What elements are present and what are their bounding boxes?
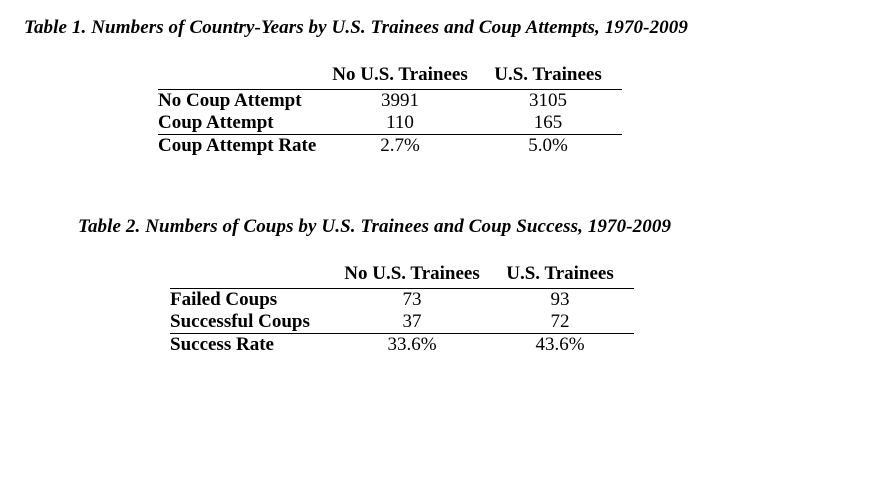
table-1-row-2-value-1: 5.0%	[528, 135, 568, 156]
table-1-row-2-label: Coup Attempt Rate	[158, 135, 317, 156]
table-1-row-2-value-0: 2.7%	[380, 135, 420, 156]
table-row	[158, 135, 622, 158]
table-1-header-row	[158, 62, 622, 90]
table-1-row-1-value-1: 165	[474, 112, 622, 135]
table-1-caption: Table 1. Numbers of Country-Years by U.S. Trainees and Coup Attempts, 1970-2009	[24, 17, 688, 38]
table-2-row-2-value-1: 43.6%	[535, 334, 585, 355]
table-1-header	[158, 62, 622, 90]
table-1	[158, 62, 622, 157]
table-row	[158, 112, 622, 135]
table-2-caption: Table 2. Numbers of Coups by U.S. Trainees and Coup Success, 1970-2009	[78, 216, 672, 237]
table-2-row-1-value-1: 72	[486, 311, 634, 334]
table-2-header-us-trainees: U.S. Trainees	[486, 261, 634, 289]
table-2-header	[170, 261, 634, 289]
table-2-row-1-value-0: 37	[338, 311, 486, 334]
table-row	[170, 289, 634, 312]
table-row	[170, 311, 634, 334]
table-2-header-row	[170, 261, 634, 289]
table-2	[170, 261, 634, 356]
table-spacer	[18, 157, 868, 215]
table-1-row-1-label: Coup Attempt	[158, 112, 326, 135]
table-1-body	[158, 90, 622, 158]
table-2-row-2-label: Success Rate	[170, 334, 274, 355]
table-2-header-no-us-trainees: No U.S. Trainees	[338, 261, 486, 289]
table-2-row-1-label: Successful Coups	[170, 311, 338, 334]
table-1-row-1-value-0: 110	[326, 112, 474, 135]
table-2-body	[170, 289, 634, 357]
table-2-row-2-value-0: 33.6%	[387, 334, 437, 355]
table-1-header-us-trainees: U.S. Trainees	[474, 62, 622, 90]
table-1-row-0-value-1: 3105	[529, 90, 567, 111]
table-2-row-0-value-0: 73	[402, 289, 422, 310]
table-1-row-0-value-0: 3991	[381, 90, 419, 111]
table-1-row-0-label: No Coup Attempt	[158, 90, 302, 111]
table-2-row-0-value-1: 93	[550, 289, 570, 310]
table-2-header-corner	[170, 261, 338, 289]
table-1-header-corner	[158, 62, 326, 90]
table-1-block	[18, 16, 868, 157]
table-row	[158, 90, 622, 113]
table-1-header-no-us-trainees: No U.S. Trainees	[326, 62, 474, 90]
table-2-row-0-label: Failed Coups	[170, 289, 278, 310]
table-row	[170, 334, 634, 357]
table-2-block	[18, 215, 868, 356]
